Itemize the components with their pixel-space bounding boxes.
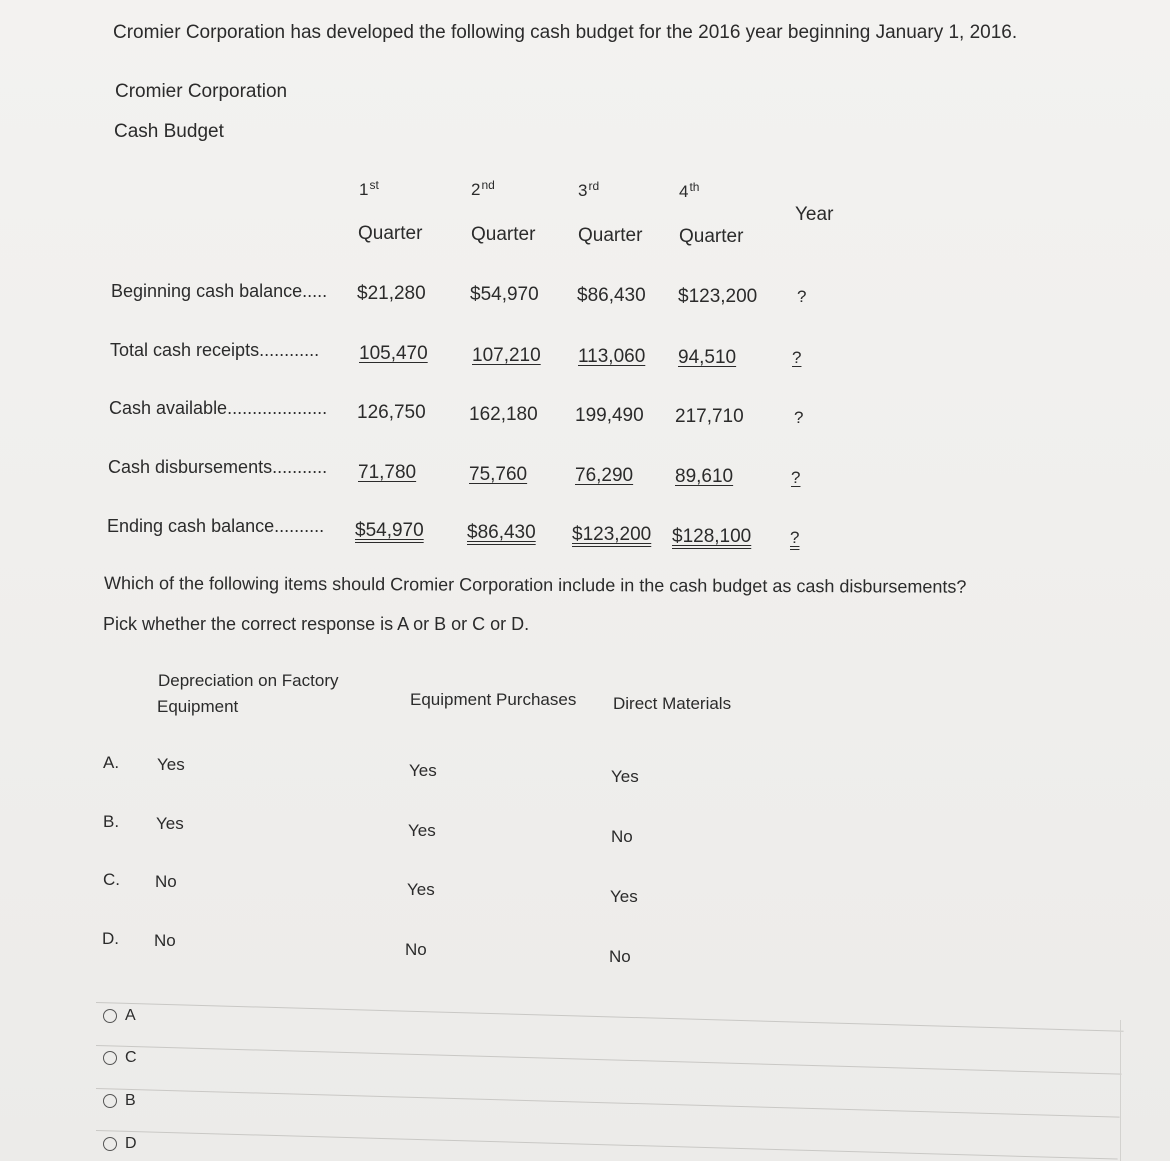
divider (96, 1088, 1120, 1118)
option-b-letter: B. (103, 812, 120, 831)
option-c-letter: C. (103, 870, 120, 889)
report-title: Cash Budget (114, 121, 224, 142)
radio-button-a[interactable] (103, 1009, 117, 1023)
row-label-disbursements: Cash disbursements........... (108, 457, 328, 477)
cell-receipts-q2: 107,210 (472, 345, 541, 366)
answer-choice-d[interactable] (103, 1135, 137, 1153)
col3-label: Quarter (578, 225, 643, 246)
question-text: Which of the following items should Cromier Corporation include in the cash budget as cash disbursements? (103, 573, 967, 597)
option-c-equipment: Yes (407, 880, 435, 899)
answer-choice-b[interactable] (103, 1092, 136, 1110)
divider (96, 1045, 1122, 1075)
cell-ending-year: ? (790, 528, 800, 547)
row-label-available: Cash available.................... (109, 398, 328, 418)
answer-choice-c-label: C (125, 1049, 137, 1066)
cell-available-q2: 162,180 (469, 404, 538, 425)
option-a-depreciation: Yes (157, 755, 185, 774)
header-depreciation-line2: Equipment (157, 697, 239, 716)
header-depreciation-line1: Depreciation on Factory (158, 671, 339, 690)
cell-ending-q1: $54,970 (355, 520, 424, 541)
cell-available-q3: 199,490 (575, 405, 644, 426)
option-a-materials: Yes (611, 767, 639, 786)
cell-beginning-q2: $54,970 (470, 284, 539, 305)
option-d-equipment: No (405, 940, 427, 959)
header-direct-materials: Direct Materials (613, 694, 732, 713)
option-b-materials: No (611, 827, 633, 846)
option-c-depreciation: No (155, 872, 177, 891)
col-year-header: Year (795, 204, 834, 225)
cell-receipts-q4: 94,510 (678, 347, 737, 368)
instruction-text: Pick whether the correct response is A or B or C or D. (103, 614, 530, 634)
option-b-equipment: Yes (408, 821, 436, 840)
cell-ending-q3: $123,200 (572, 524, 652, 545)
row-label-receipts: Total cash receipts............ (110, 340, 320, 360)
cell-disbursements-q4: 89,610 (675, 466, 734, 487)
cell-disbursements-year: ? (791, 468, 801, 487)
cell-ending-q2: $86,430 (467, 522, 536, 543)
cell-receipts-q3: 113,060 (578, 346, 646, 367)
radio-button-b[interactable] (103, 1094, 117, 1108)
col3-ordinal: 3rd (578, 179, 600, 200)
option-a-letter: A. (103, 753, 120, 772)
divider (96, 1130, 1118, 1160)
col2-label: Quarter (471, 224, 536, 245)
cell-receipts-q1: 105,470 (359, 343, 428, 364)
option-d-letter: D. (102, 929, 119, 948)
col2-ordinal: 2nd (471, 178, 495, 199)
answer-choice-c[interactable] (103, 1049, 137, 1067)
option-d-depreciation: No (154, 931, 176, 950)
option-d-materials: No (609, 947, 631, 966)
cell-beginning-q3: $86,430 (577, 285, 646, 306)
cell-disbursements-q1: 71,780 (358, 462, 417, 483)
col1-ordinal: 1st (359, 178, 379, 199)
company-name: Cromier Corporation (115, 81, 288, 102)
answer-choice-a-label: A (125, 1007, 136, 1024)
radio-button-c[interactable] (103, 1051, 117, 1065)
option-a-equipment: Yes (409, 761, 437, 780)
divider (96, 1002, 1124, 1032)
cell-available-q1: 126,750 (357, 402, 426, 423)
cell-disbursements-q2: 75,760 (469, 464, 528, 485)
col4-ordinal: 4th (679, 180, 700, 201)
panel-edge (1120, 1020, 1121, 1161)
cell-ending-q4: $128,100 (672, 526, 752, 547)
col4-label: Quarter (679, 226, 744, 247)
option-b-depreciation: Yes (156, 814, 184, 833)
answer-choice-a[interactable] (103, 1007, 136, 1025)
row-label-beginning: Beginning cash balance..... (111, 281, 328, 301)
cell-available-year: ? (794, 408, 804, 427)
row-label-ending: Ending cash balance.......... (107, 516, 325, 536)
cell-beginning-q1: $21,280 (357, 283, 426, 304)
cell-beginning-q4: $123,200 (678, 286, 758, 307)
option-c-materials: Yes (610, 887, 638, 906)
cell-receipts-year: ? (792, 348, 802, 367)
cell-disbursements-q3: 76,290 (575, 465, 634, 486)
col1-label: Quarter (358, 223, 423, 244)
cell-available-q4: 217,710 (675, 406, 744, 427)
intro-text: Cromier Corporation has developed the following cash budget for the 2016 year beginning January 1, 2016. (113, 22, 1018, 43)
answer-choice-d-label: D (125, 1135, 137, 1152)
cell-beginning-year: ? (797, 287, 807, 306)
radio-button-d[interactable] (103, 1137, 117, 1151)
answer-choice-b-label: B (125, 1092, 136, 1109)
header-equipment-purchases: Equipment Purchases (410, 690, 577, 709)
